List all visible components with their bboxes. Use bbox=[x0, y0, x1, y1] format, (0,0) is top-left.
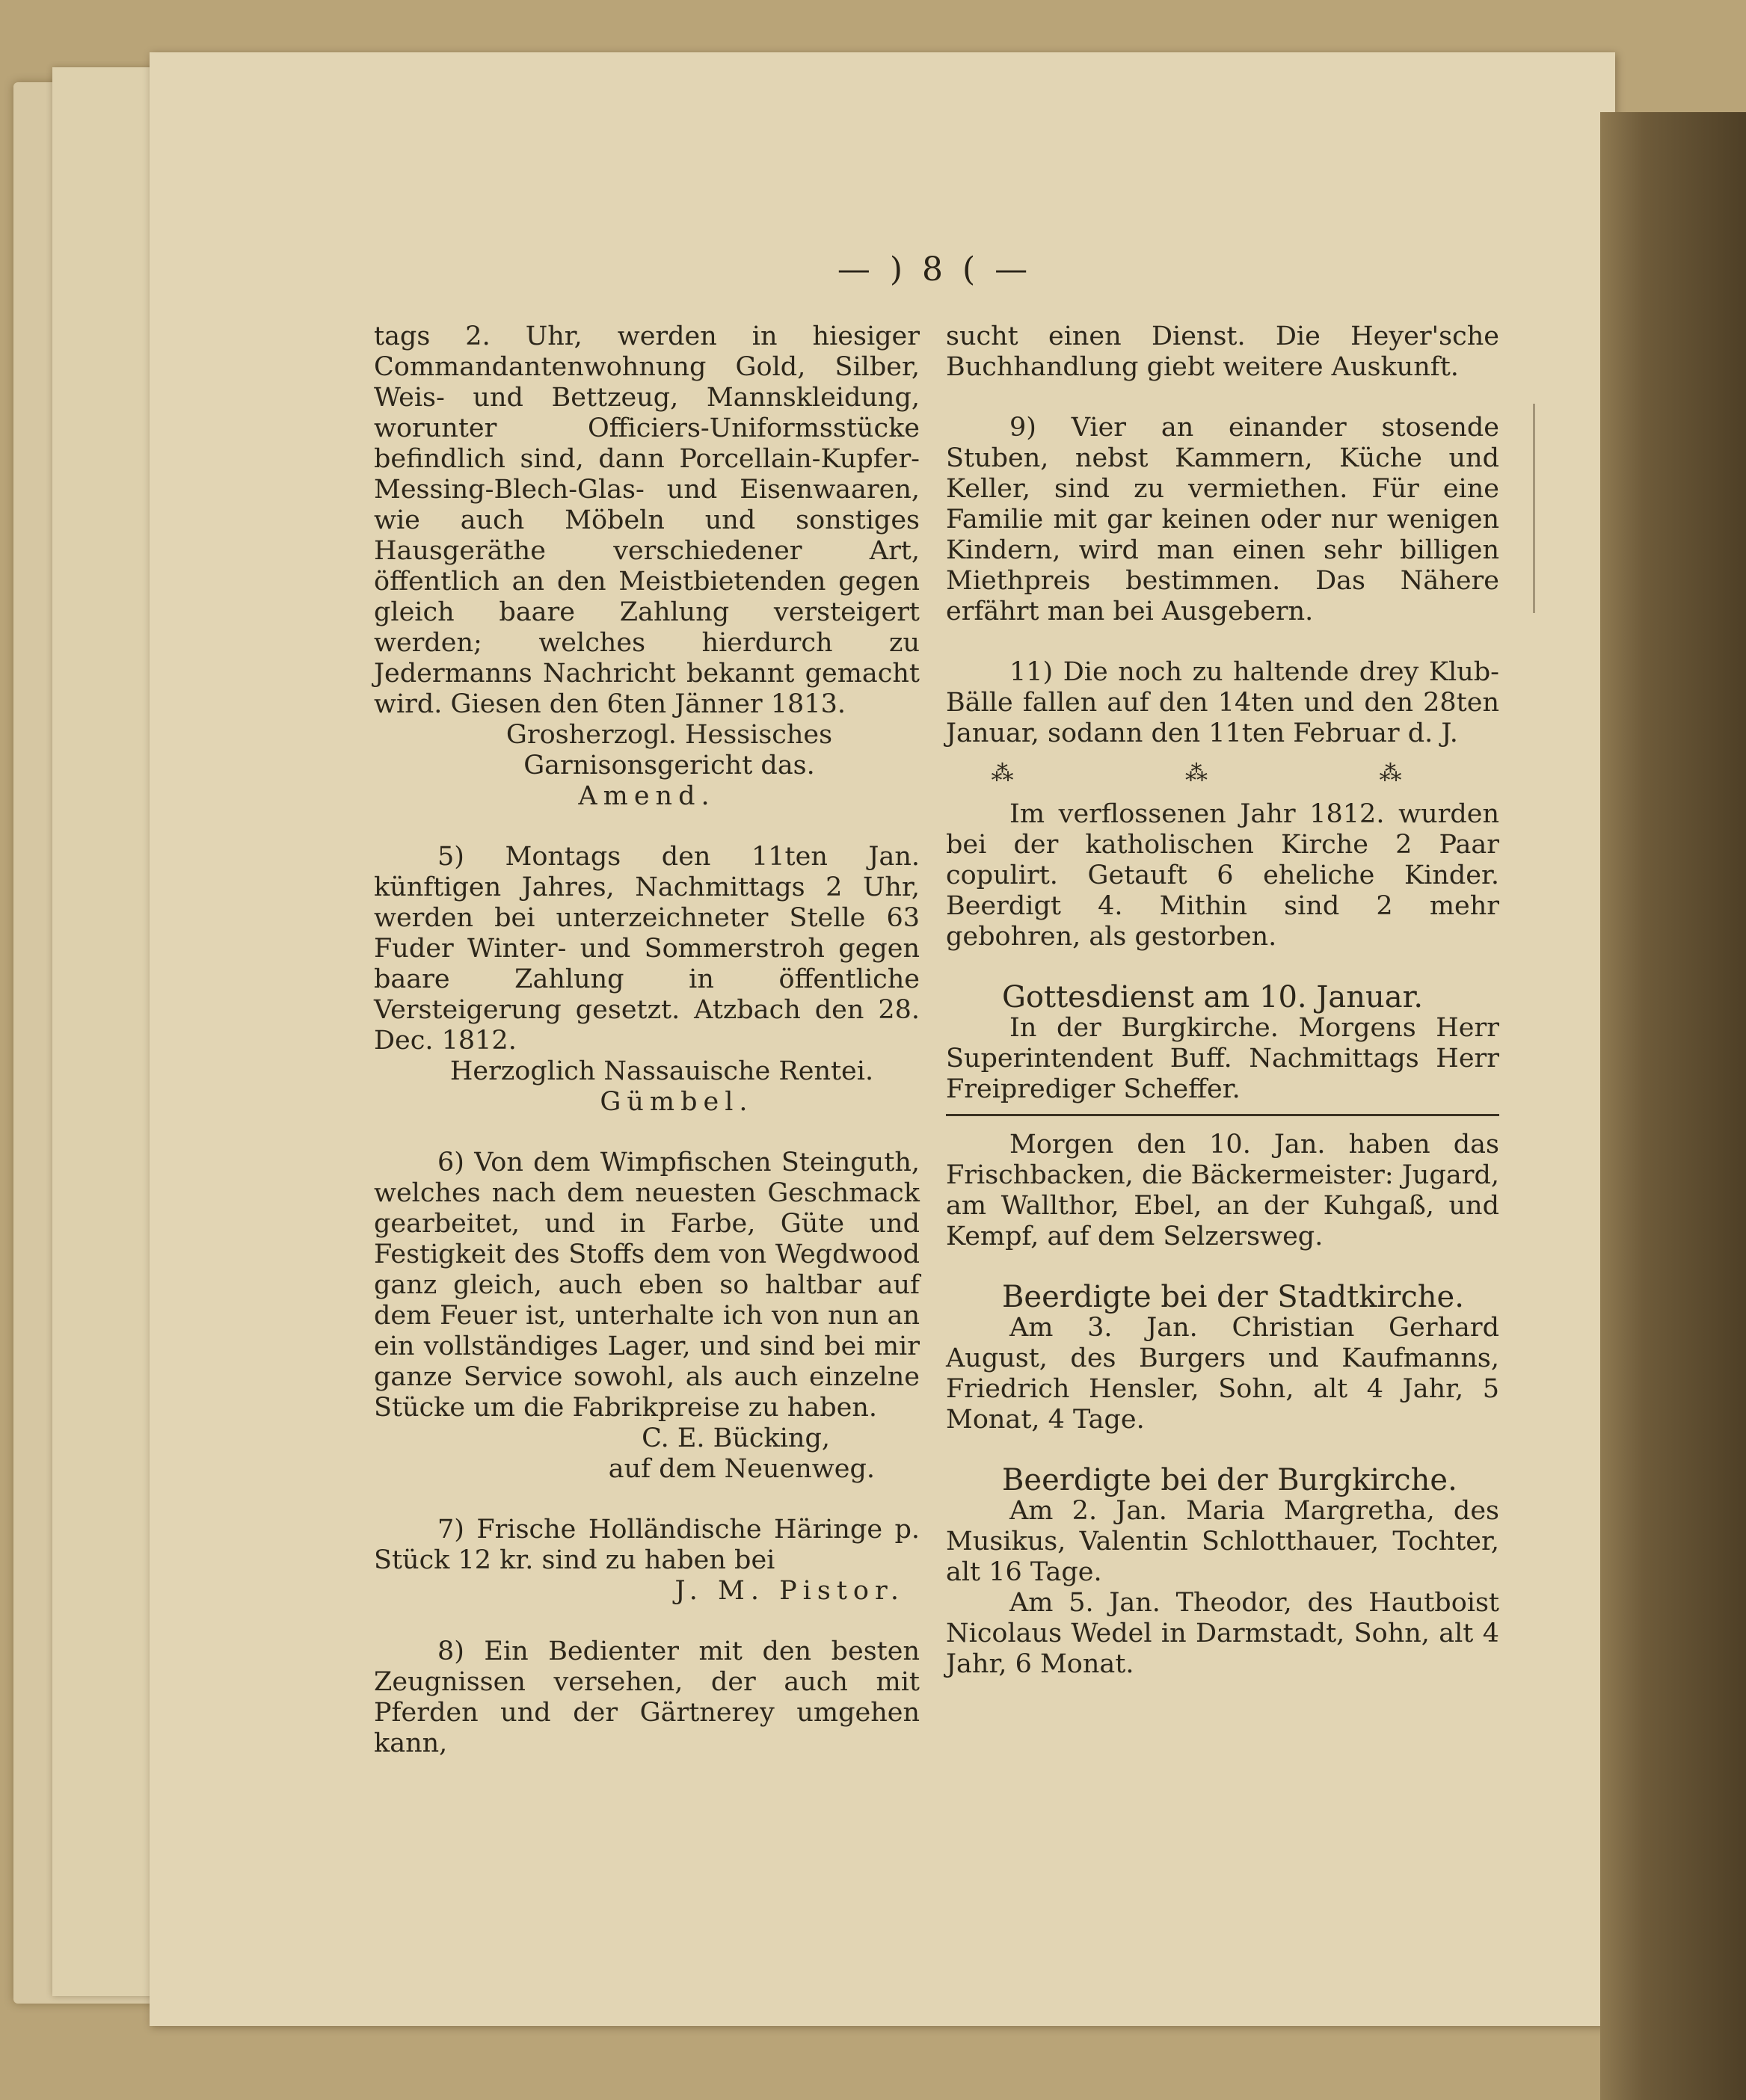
auction-notice-text: tags 2. Uhr, werden in hiesiger Commandantenwohnung Gold, Silber, Weis- und Bettzeug, Mannskleidung, worunter Officiers-Uniformsstücke befindlich sind, dann Porcellain-Kupfer-Messing-Blech-Glas- und Eisenwaaren, wie auch Möbeln und sonstiges Hausgeräthe verschiedener Art, öffentlich an den Meistbietenden gegen gleich baare Zahlung versteigert werden; welches hierdurch zu Jedermanns Nachricht bekannt gemacht wird. Giesen den 6ten Jänner 1813. bbox=[374, 321, 920, 719]
asterism-divider: ⁂ ⁂ ⁂ bbox=[991, 760, 1484, 786]
service-heading: Gottesdienst am 10. Januar. bbox=[1002, 980, 1424, 1014]
service-text: In der Burgkirche. Morgens Herr Superintendent Buff. Nachmittags Herr Freiprediger Scheffer. bbox=[946, 1013, 1499, 1104]
right-column bbox=[946, 321, 1499, 1680]
church-statistics-text: Im verflossenen Jahr 1812. wurden bei der katholischen Kirche 2 Paar copulirt. Getauft 6 eheliche Kinder. Beerdigt 4. Mithin sind 2 mehr gebohren, als gestorben. bbox=[946, 799, 1499, 952]
burial-stadtkirche-text: Am 3. Jan. Christian Gerhard August, des Burgers und Kaufmanns, Friedrich Hensler, Sohn, alt 4 Jahr, 5 Monat, 4 Tage. bbox=[946, 1313, 1499, 1435]
burial-burgkirche-text-1: Am 2. Jan. Maria Margretha, des Musikus, Valentin Schlotthauer, Tochter, alt 16 Tage. bbox=[946, 1496, 1499, 1587]
notice-5-text: 5) Montags den 11ten Jan. künftigen Jahres, Nachmittags 2 Uhr, werden bei unterzeichneter Stelle 63 Fuder Winter- und Sommerstroh gegen baare Zahlung in öffentliche Versteigerung gesetzt. Atzbach den 28. Dec. 1812. bbox=[374, 842, 920, 1056]
notice-8-continuation: sucht einen Dienst. Die Heyer'sche Buchhandlung giebt weitere Auskunft. bbox=[946, 321, 1499, 382]
signature-pistor: J. M. Pistor. bbox=[674, 1576, 905, 1606]
notice-6-text: 6) Von dem Wimpfischen Steinguth, welches nach dem neuesten Geschmack gearbeitet, und in Farbe, Güte und Festigkeit des Stoffs dem von Wegdwood ganz gleich, auch eben so haltbar auf dem Feuer ist, unterhalte ich von nun an ein vollständiges Lager, und sind bei mir ganze Service sowohl, als auch einzelne Stücke um die Fabrikpreise zu haben. bbox=[374, 1148, 920, 1423]
margin-mark bbox=[1533, 404, 1535, 613]
page-number: — ) 8 ( — bbox=[837, 250, 1033, 289]
burial-burgkirche-heading: Beerdigte bei der Burgkirche. bbox=[1002, 1463, 1457, 1497]
notice-8-text: 8) Ein Bedienter mit den besten Zeugnissen versehen, der auch mit Pferden und der Gärtnerey umgehen kann, bbox=[374, 1636, 920, 1758]
burial-stadtkirche-heading: Beerdigte bei der Stadtkirche. bbox=[1002, 1280, 1464, 1314]
signature-rentei: Herzoglich Nassauische Rentei. bbox=[449, 1056, 874, 1086]
notice-7-text: 7) Frische Holländische Häringe p. Stück 12 kr. sind zu haben bei bbox=[374, 1515, 920, 1575]
left-column bbox=[374, 321, 920, 1759]
signature-name-amend: Amend. bbox=[578, 781, 716, 811]
signature-name-guembel: Gümbel. bbox=[600, 1087, 754, 1117]
signature-address: auf dem Neuenweg. bbox=[608, 1454, 875, 1484]
section-rule bbox=[946, 1114, 1499, 1116]
burial-burgkirche-text-2: Am 5. Jan. Theodor, des Hautboist Nicolaus Wedel in Darmstadt, Sohn, alt 4 Jahr, 6 Monat. bbox=[946, 1588, 1499, 1679]
signature-buecking: C. E. Bücking, bbox=[642, 1423, 830, 1453]
book-gutter bbox=[1600, 112, 1746, 2100]
notice-11-text: 11) Die noch zu haltende drey Klub-Bälle fallen auf den 14ten und den 28ten Januar, sodann den 11ten Februar d. J. bbox=[946, 657, 1499, 748]
signature-court: Grosherzogl. Hessisches Garnisonsgericht das. bbox=[505, 720, 833, 780]
notice-9-text: 9) Vier an einander stosende Stuben, nebst Kammern, Küche und Keller, sind zu vermiethen. Für eine Familie mit gar keinen oder nur wenigen Kindern, wird man einen sehr billigen Miethpreis bestimmen. Das Nähere erfährt man bei Ausgebern. bbox=[946, 413, 1499, 626]
baker-notice-text: Morgen den 10. Jan. haben das Frischbacken, die Bäckermeister: Jugard, am Wallthor, Ebel, an der Kuhgaß, und Kempf, auf dem Selzersweg. bbox=[946, 1130, 1499, 1251]
